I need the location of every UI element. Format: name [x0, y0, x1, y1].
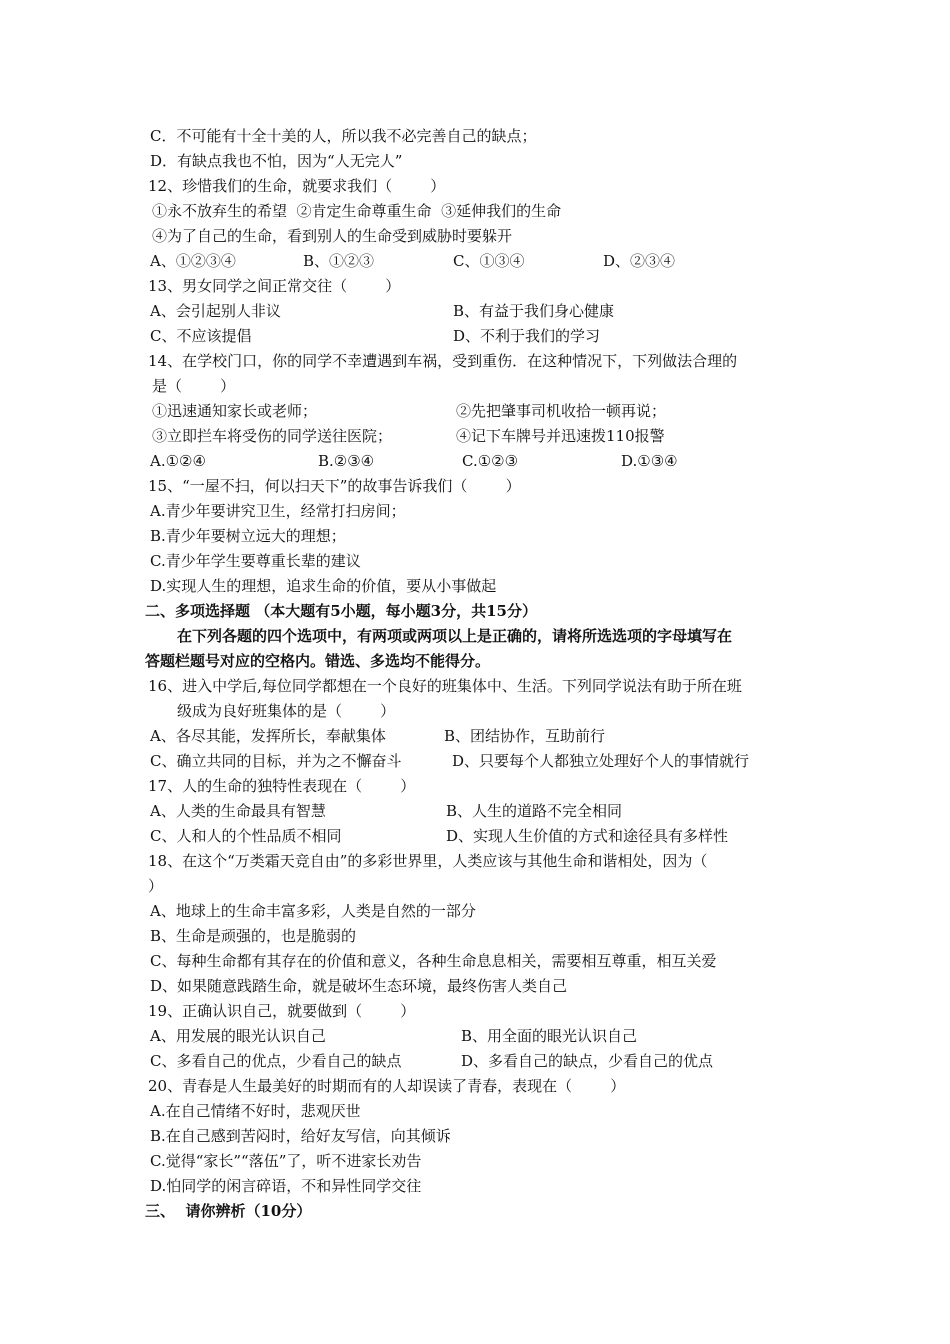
q20-option-a: A.在自己情绪不好时，悲观厌世: [150, 1102, 361, 1120]
q12-choice-b: B、①②③: [303, 252, 375, 270]
q13-option-c: C、不应该提倡: [150, 327, 252, 345]
q20-option-d: D.怕同学的闲言碎语，不和异性同学交往: [150, 1177, 422, 1195]
q14-statement-2: ②先把肇事司机收拾一顿再说；: [456, 402, 667, 420]
q16-stem-cont: 级成为良好班集体的是（ ）: [177, 702, 396, 720]
q12-statements-2: ④为了自己的生命，看到别人的生命受到威胁时要躲开: [152, 227, 513, 245]
q18-stem: 18、在这个“万类霜天竞自由”的多彩世界里，人类应该与其他生命和谐相处，因为（: [148, 852, 708, 870]
q16-option-d: D、只要每个人都独立处理好个人的事情就行: [452, 752, 750, 770]
section-2-heading: 二、多项选择题 （本大题有5小题，每小题3分，共15分）: [145, 602, 537, 620]
q12-choice-c: C、①③④: [453, 252, 525, 270]
q15-option-c: C.青少年学生要尊重长辈的建议: [150, 552, 361, 570]
q19-stem: 19、正确认识自己，就要做到（ ）: [148, 1002, 416, 1020]
q17-option-d: D、实现人生价值的方式和途径具有多样性: [446, 827, 729, 845]
q20-option-c: C.觉得“家长”“落伍”了，听不进家长劝告: [150, 1152, 422, 1170]
q18-stem-cont: ）: [148, 877, 164, 895]
q13-option-b: B、有益于我们身心健康: [453, 302, 615, 320]
q14-choice-a: A.①②④: [150, 452, 206, 470]
q16-option-b: B、团结协作，互助前行: [444, 727, 606, 745]
q18-option-d: D、如果随意践踏生命，就是破坏生态环境，最终伤害人类自己: [150, 977, 568, 995]
q13-option-d: D、不利于我们的学习: [453, 327, 601, 345]
q15-option-b: B.青少年要树立远大的理想；: [150, 527, 346, 545]
q19-option-b: B、用全面的眼光认识自己: [461, 1027, 638, 1045]
section-2-instructions: 在下列各题的四个选项中，有两项或两项以上是正确的，请将所选选项的字母填写在: [177, 627, 733, 645]
q17-option-c: C、人和人的个性品质不相同: [150, 827, 342, 845]
q14-choice-b: B.②③④: [318, 452, 375, 470]
section-3-heading: 三、 请你辨析（10分）: [145, 1202, 312, 1220]
q18-option-a: A、地球上的生命丰富多彩，人类是自然的一部分: [150, 902, 476, 920]
q16-stem: 16、进入中学后,每位同学都想在一个良好的班集体中、生活。下列同学说法有助于所在班: [148, 677, 742, 695]
q19-option-c: C、多看自己的优点，少看自己的缺点: [150, 1052, 402, 1070]
q18-option-b: B、生命是顽强的，也是脆弱的: [150, 927, 357, 945]
q12-choice-a: A、①②③④: [150, 252, 236, 270]
q16-option-c: C、确立共同的目标，并为之不懈奋斗: [150, 752, 402, 770]
q19-option-a: A、用发展的眼光认识自己: [150, 1027, 326, 1045]
q17-option-b: B、人生的道路不完全相同: [446, 802, 623, 820]
q13-stem: 13、男女同学之间正常交往（ ）: [148, 277, 401, 295]
q14-choice-c: C.①②③: [462, 452, 519, 470]
q15-option-a: A.青少年要讲究卫生，经常打扫房间；: [150, 502, 406, 520]
q14-choice-d: D.①③④: [621, 452, 678, 470]
section-2-instructions-cont: 答题栏题号对应的空格内。错选、多选均不能得分。: [145, 652, 491, 670]
q12-choice-d: D、②③④: [603, 252, 676, 270]
q13-option-a: A、会引起别人非议: [150, 302, 281, 320]
q11-option-c: C．不可能有十全十美的人，所以我不必完善自己的缺点；: [150, 127, 537, 145]
q20-option-b: B.在自己感到苦闷时，给好友写信，向其倾诉: [150, 1127, 451, 1145]
q14-statement-1: ①迅速通知家长或老师；: [152, 402, 318, 420]
q14-stem: 14、在学校门口，你的同学不幸遭遇到车祸，受到重伤．在这种情况下，下列做法合理的: [148, 352, 738, 370]
q11-option-d: D．有缺点我也不怕，因为“人无完人”: [150, 152, 403, 170]
q12-statements-1: ①永不放弃生的希望 ②肯定生命尊重生命 ③延伸我们的生命: [152, 202, 562, 220]
q14-statement-4: ④记下车牌号并迅速拨110报警: [456, 427, 665, 445]
q12-stem: 12、珍惜我们的生命，就要求我们（ ）: [148, 177, 446, 195]
q14-stem-cont: 是（ ）: [152, 377, 236, 395]
q18-option-c: C、每种生命都有其存在的价值和意义，各种生命息息相关，需要相互尊重，相互关爱: [150, 952, 717, 970]
q17-option-a: A、人类的生命最具有智慧: [150, 802, 326, 820]
q15-stem: 15、“一屋不扫，何以扫天下”的故事告诉我们（ ）: [148, 477, 521, 495]
q15-option-d: D.实现人生的理想，追求生命的价值，要从小事做起: [150, 577, 497, 595]
q17-stem: 17、人的生命的独特性表现在（ ）: [148, 777, 416, 795]
q14-statement-3: ③立即拦车将受伤的同学送往医院；: [152, 427, 393, 445]
q19-option-d: D、多看自己的缺点，少看自己的优点: [461, 1052, 714, 1070]
q20-stem: 20、青春是人生最美好的时期而有的人却误读了青春，表现在（ ）: [148, 1077, 626, 1095]
q16-option-a: A、各尽其能，发挥所长，奉献集体: [150, 727, 386, 745]
